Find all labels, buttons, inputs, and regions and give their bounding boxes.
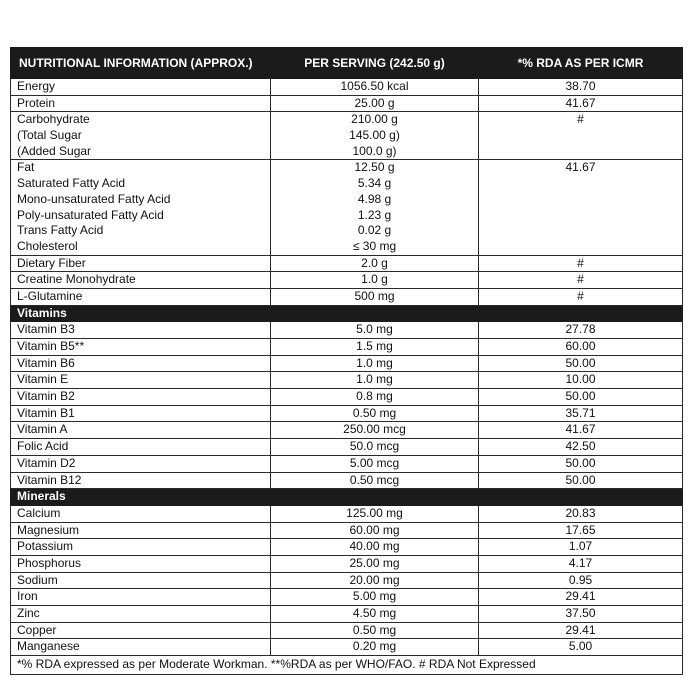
nutrient-name: Vitamin A: [17, 422, 68, 437]
table-row: [11, 355, 683, 372]
rda-cell: [479, 322, 683, 339]
table-row: [11, 505, 683, 522]
rda-cell: [479, 606, 683, 623]
table-row: [11, 372, 683, 389]
nutrient-name: (Total Sugar: [17, 128, 82, 143]
nutrient-name: Manganese: [17, 639, 80, 654]
rda-cell: [479, 255, 683, 272]
amount-cell: [271, 422, 479, 439]
table-row: [11, 572, 683, 589]
nutrient-name: Vitamin B12: [17, 472, 82, 487]
amount-cell: [271, 589, 479, 606]
amount-value: 0.8 mg: [356, 389, 393, 404]
header-rda: *% RDA AS PER ICMR: [479, 48, 683, 79]
amount-value: 2.0 g: [361, 255, 388, 270]
amount-cell: [271, 255, 479, 272]
rda-cell: [479, 112, 683, 160]
nutrient-cell: [11, 555, 271, 572]
amount-value: 5.00 mg: [352, 589, 397, 604]
amount-value: 5.00 mcg: [349, 455, 400, 470]
amount-value: 0.50 mg: [352, 622, 397, 637]
nutrient-cell: [11, 405, 271, 422]
nutrient-name: Mono-unsaturated Fatty Acid: [17, 191, 171, 206]
amount-value: 1056.50 kcal: [340, 79, 409, 93]
amount-value: 0.02 g: [357, 223, 392, 238]
amount-value: 0.50 mg: [352, 405, 397, 420]
rda-cell: [479, 422, 683, 439]
amount-value: 40.00 mg: [349, 539, 400, 554]
amount-value: 100.0 g): [352, 143, 397, 158]
nutrient-cell: [11, 160, 271, 255]
rda-value: 41.67: [565, 160, 596, 175]
rda-cell: [479, 455, 683, 472]
rda-cell: [479, 622, 683, 639]
nutrient-name: (Added Sugar: [17, 143, 92, 158]
table-header-row: [11, 48, 683, 79]
table-row: [11, 160, 683, 255]
nutrient-cell: [11, 339, 271, 356]
amount-value: 5.34 g: [357, 176, 392, 191]
nutrient-name: Copper: [17, 622, 57, 637]
rda-cell: [479, 95, 683, 112]
nutrient-cell: [11, 322, 271, 339]
table-row: [11, 639, 683, 656]
nutrition-panel: [10, 47, 682, 675]
amount-cell: [271, 505, 479, 522]
rda-value: 20.83: [565, 505, 596, 520]
amount-cell: [271, 322, 479, 339]
nutrient-name: Vitamin B2: [17, 389, 75, 404]
amount-cell: [271, 355, 479, 372]
table-row: [11, 555, 683, 572]
rda-cell: [479, 589, 683, 606]
rda-value: 1.07: [568, 539, 593, 554]
nutrient-name: Energy: [17, 79, 56, 93]
nutrient-name: Magnesium: [17, 522, 80, 537]
amount-cell: [271, 472, 479, 489]
nutrient-cell: [11, 505, 271, 522]
nutrient-name: Iron: [17, 589, 38, 604]
nutrient-name: Calcium: [17, 505, 61, 520]
rda-cell: [479, 160, 683, 255]
table-row: [11, 422, 683, 439]
amount-value: 1.23 g: [357, 207, 392, 222]
nutrient-cell: [11, 255, 271, 272]
rda-value: 41.67: [565, 422, 596, 437]
nutrient-cell: [11, 455, 271, 472]
table-row: [11, 322, 683, 339]
nutrient-name: Cholesterol: [17, 238, 78, 253]
amount-value: 5.0 mg: [356, 322, 393, 337]
amount-value: 12.50 g: [354, 160, 395, 175]
amount-value: 60.00 mg: [349, 522, 400, 537]
nutrient-cell: [11, 622, 271, 639]
nutrient-cell: [11, 355, 271, 372]
nutrient-cell: [11, 372, 271, 389]
section-title: Vitamins: [11, 305, 683, 322]
amount-cell: [271, 160, 479, 255]
nutrient-cell: [11, 288, 271, 305]
nutrient-name: Fat: [17, 160, 35, 175]
nutrient-cell: [11, 522, 271, 539]
nutrient-name: Vitamin E: [17, 372, 69, 387]
table-row: [11, 589, 683, 606]
amount-value: 25.00 g: [354, 95, 395, 110]
amount-value: 4.98 g: [357, 191, 392, 206]
rda-cell: [479, 439, 683, 456]
nutrient-name: L-Glutamine: [17, 288, 83, 303]
nutrient-cell: [11, 389, 271, 406]
nutrient-name: Vitamin B5**: [17, 339, 85, 354]
nutrient-cell: [11, 606, 271, 623]
amount-cell: [271, 439, 479, 456]
table-row: [11, 339, 683, 356]
nutrient-cell: [11, 572, 271, 589]
nutrient-name: Vitamin B6: [17, 355, 75, 370]
table-body: [11, 79, 683, 656]
amount-value: 4.50 mg: [352, 606, 397, 621]
amount-cell: [271, 112, 479, 160]
amount-value: 1.5 mg: [356, 339, 393, 354]
table-row: [11, 79, 683, 96]
table-row: [11, 272, 683, 289]
table-row: [11, 455, 683, 472]
amount-value: 25.00 mg: [349, 555, 400, 570]
rda-value: 60.00: [565, 339, 596, 354]
amount-cell: [271, 555, 479, 572]
rda-value: 50.00: [565, 355, 596, 370]
nutrient-name: Dietary Fiber: [17, 255, 86, 270]
rda-value: 0.95: [568, 572, 593, 587]
table-row: [11, 522, 683, 539]
table-row: [11, 288, 683, 305]
nutrient-name: Vitamin B1: [17, 405, 75, 420]
section-title: Minerals: [11, 489, 683, 506]
rda-cell: [479, 405, 683, 422]
rda-value: 37.50: [565, 606, 596, 621]
nutrient-name: Zinc: [17, 606, 40, 621]
nutrient-name: Trans Fatty Acid: [17, 223, 104, 238]
rda-value: #: [577, 288, 584, 303]
nutrient-cell: [11, 439, 271, 456]
nutrition-table: [10, 47, 683, 675]
rda-cell: [479, 505, 683, 522]
nutrient-name: Vitamin D2: [17, 455, 76, 470]
table-row: [11, 606, 683, 623]
nutrient-cell: [11, 79, 271, 96]
nutrient-name: Poly-unsaturated Fatty Acid: [17, 207, 164, 222]
rda-cell: [479, 472, 683, 489]
amount-cell: [271, 522, 479, 539]
rda-value: 35.71: [565, 405, 596, 420]
table-row: [11, 539, 683, 556]
section-header-minerals: [11, 489, 683, 506]
rda-value: 29.41: [565, 622, 596, 637]
amount-value: 1.0 g: [361, 272, 388, 287]
amount-cell: [271, 79, 479, 96]
amount-value: 125.00 mg: [346, 505, 403, 520]
table-row: [11, 405, 683, 422]
amount-cell: [271, 622, 479, 639]
amount-value: 250.00 mcg: [343, 422, 406, 437]
nutrient-name: Potassium: [17, 539, 74, 554]
rda-cell: [479, 288, 683, 305]
amount-cell: [271, 339, 479, 356]
rda-cell: [479, 272, 683, 289]
nutrient-name: Sodium: [17, 572, 58, 587]
amount-value: 145.00 g): [349, 128, 400, 143]
table-row: [11, 255, 683, 272]
amount-value: 1.0 mg: [356, 372, 393, 387]
rda-cell: [479, 372, 683, 389]
amount-value: ≤ 30 mg: [352, 238, 397, 253]
nutrient-cell: [11, 639, 271, 656]
table-row: [11, 472, 683, 489]
rda-value: 50.00: [565, 389, 596, 404]
section-header-vitamins: [11, 305, 683, 322]
nutrient-name: Folic Acid: [17, 439, 69, 454]
nutrient-name: Creatine Monohydrate: [17, 272, 136, 287]
rda-value: 4.17: [568, 555, 593, 570]
rda-cell: [479, 79, 683, 96]
rda-value: 38.70: [565, 79, 596, 93]
rda-cell: [479, 339, 683, 356]
amount-cell: [271, 455, 479, 472]
amount-value: 500 mg: [354, 288, 395, 303]
rda-cell: [479, 539, 683, 556]
amount-cell: [271, 288, 479, 305]
rda-cell: [479, 389, 683, 406]
amount-cell: [271, 539, 479, 556]
amount-cell: [271, 405, 479, 422]
rda-value: 5.00: [568, 639, 593, 654]
footnote-row: [11, 656, 683, 675]
amount-value: 50.0 mcg: [349, 439, 400, 454]
nutrient-cell: [11, 539, 271, 556]
amount-cell: [271, 572, 479, 589]
amount-value: 210.00 g: [351, 112, 398, 127]
rda-value: #: [577, 112, 584, 127]
amount-value: 20.00 mg: [349, 572, 400, 587]
table-row: [11, 112, 683, 160]
header-per-serving: PER SERVING (242.50 g): [271, 48, 479, 79]
rda-cell: [479, 522, 683, 539]
nutrient-cell: [11, 272, 271, 289]
nutrient-cell: [11, 112, 271, 160]
rda-value: 50.00: [565, 472, 596, 487]
rda-value: 50.00: [565, 455, 596, 470]
amount-value: 1.0 mg: [356, 355, 393, 370]
amount-cell: [271, 95, 479, 112]
rda-value: 10.00: [565, 372, 596, 387]
table-row: [11, 622, 683, 639]
rda-cell: [479, 355, 683, 372]
amount-cell: [271, 639, 479, 656]
footnote: *% RDA expressed as per Moderate Workman. **%RDA as per WHO/FAO. # RDA Not Expressed: [11, 656, 683, 675]
amount-cell: [271, 372, 479, 389]
amount-value: 0.20 mg: [352, 639, 397, 654]
rda-cell: [479, 555, 683, 572]
rda-value: #: [577, 255, 584, 270]
rda-value: 29.41: [565, 589, 596, 604]
nutrient-cell: [11, 589, 271, 606]
table-row: [11, 389, 683, 406]
rda-cell: [479, 639, 683, 656]
nutrient-cell: [11, 95, 271, 112]
header-nutrient: NUTRITIONAL INFORMATION (APPROX.): [11, 48, 271, 79]
nutrient-name: Protein: [17, 95, 56, 110]
table-row: [11, 95, 683, 112]
rda-value: 42.50: [565, 439, 596, 454]
nutrient-name: Saturated Fatty Acid: [17, 176, 126, 191]
amount-cell: [271, 272, 479, 289]
nutrient-name: Phosphorus: [17, 555, 82, 570]
nutrient-cell: [11, 472, 271, 489]
table-row: [11, 439, 683, 456]
rda-value: 27.78: [565, 322, 596, 337]
nutrient-cell: [11, 422, 271, 439]
amount-cell: [271, 389, 479, 406]
nutrient-name: Carbohydrate: [17, 112, 90, 127]
amount-value: 0.50 mcg: [349, 472, 400, 487]
amount-cell: [271, 606, 479, 623]
nutrient-name: Vitamin B3: [17, 322, 75, 337]
rda-value: 41.67: [565, 95, 596, 110]
rda-value: 17.65: [565, 522, 596, 537]
rda-cell: [479, 572, 683, 589]
rda-value: #: [577, 272, 584, 287]
